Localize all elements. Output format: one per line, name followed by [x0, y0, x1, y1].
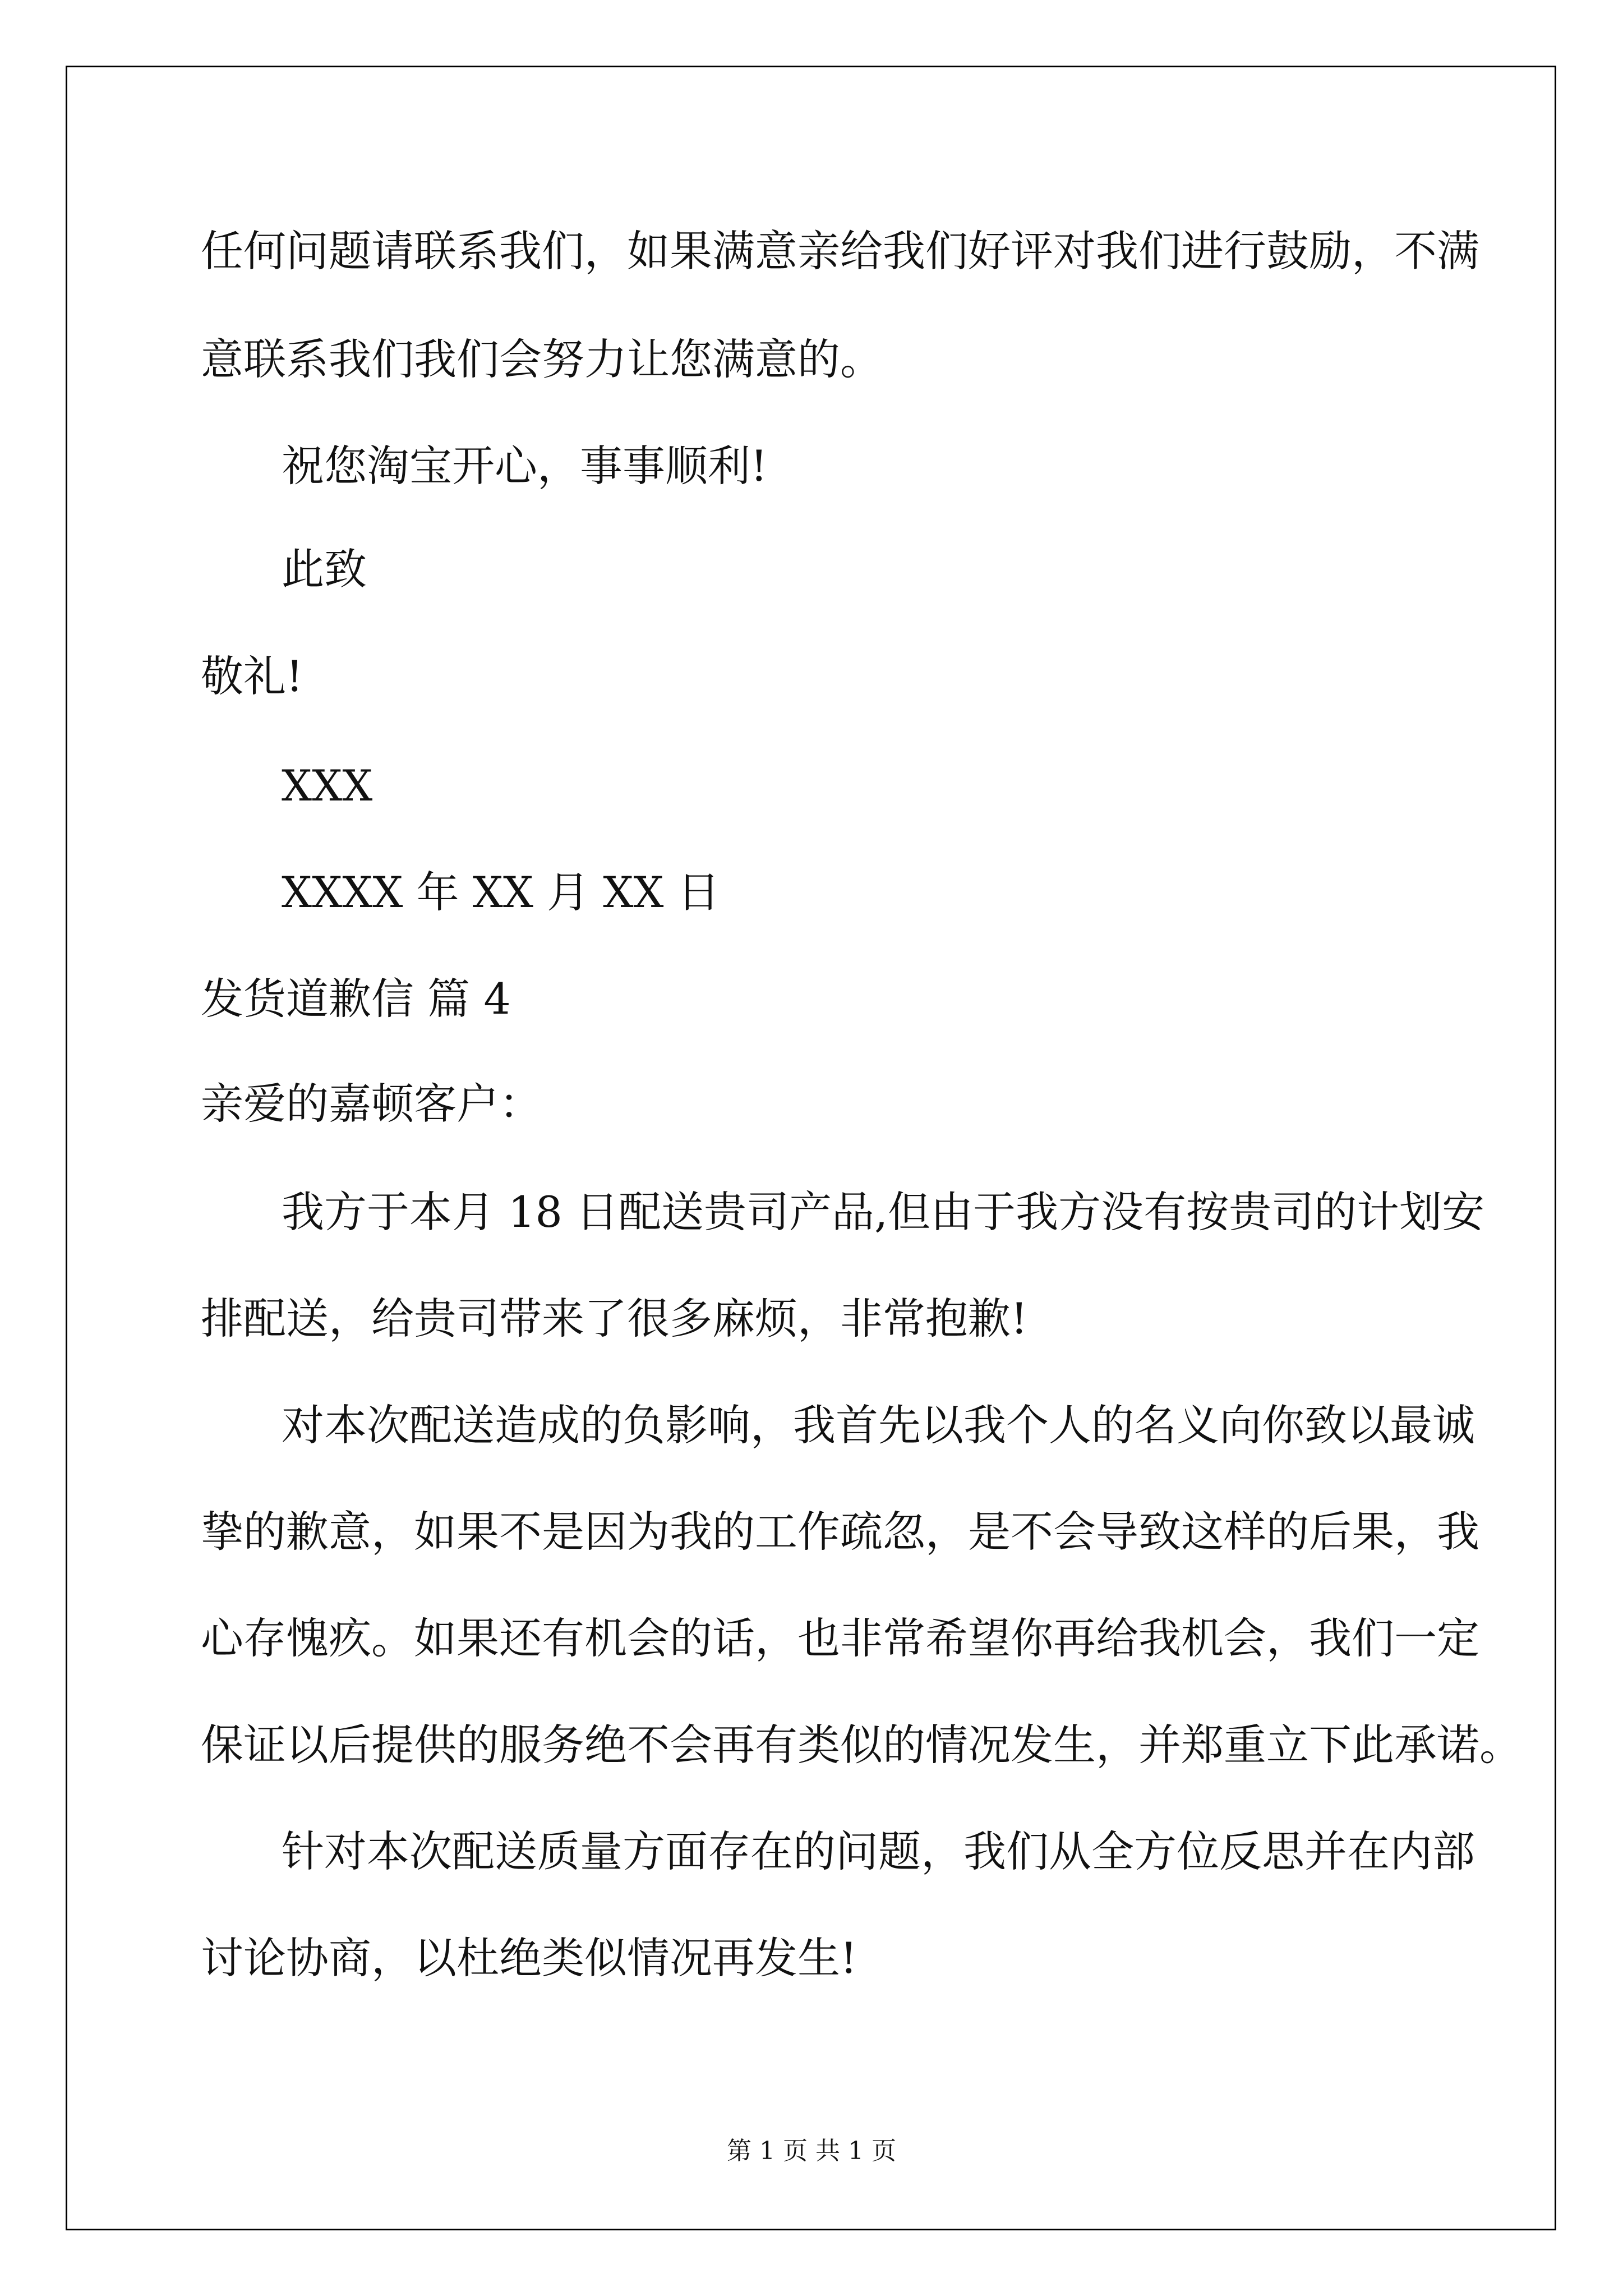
- salutation-line: 敬礼!: [201, 651, 303, 701]
- paragraph-line: 祝您淘宝开心，事事顺利!: [282, 441, 768, 491]
- paragraph-line: 保证以后提供的服务绝不会再有类似的情况发生，并郑重立下此承诺。: [201, 1720, 1522, 1770]
- page-number-footer: 第 1 页 共 1 页: [727, 2137, 896, 2165]
- greeting-line: 亲爱的嘉顿客户：: [201, 1079, 542, 1129]
- paragraph-line: 讨论协商，以杜绝类似情况再发生!: [201, 1933, 857, 1983]
- signature-name: XXX: [282, 761, 373, 811]
- paragraph-line: 针对本次配送质量方面存在的问题，我们从全方位反思并在内部: [282, 1826, 1475, 1876]
- paragraph-line: 挚的歉意，如果不是因为我的工作疏忽，是不会导致这样的后果，我: [201, 1507, 1479, 1557]
- paragraph-line: 我方于本月 18 日配送贵司产品,但由于我方没有按贵司的计划安: [282, 1187, 1485, 1237]
- paragraph-line: 意联系我们我们会努力让您满意的。: [201, 334, 883, 384]
- paragraph-line: 排配送，给贵司带来了很多麻烦，非常抱歉!: [201, 1294, 1028, 1343]
- paragraph-line: 任何问题请联系我们，如果满意亲给我们好评对我们进行鼓励，不满: [201, 226, 1479, 276]
- page-border: [66, 66, 1556, 2230]
- signature-date: XXXX 年 XX 月 XX 日: [282, 867, 720, 917]
- section-heading: 发货道歉信 篇 4: [201, 974, 511, 1024]
- paragraph-line: 对本次配送造成的负影响，我首先以我个人的名义向你致以最诚: [282, 1400, 1475, 1450]
- paragraph-line: 心存愧疚。如果还有机会的话，也非常希望你再给我机会，我们一定: [201, 1613, 1479, 1663]
- closing-line: 此致: [282, 544, 367, 594]
